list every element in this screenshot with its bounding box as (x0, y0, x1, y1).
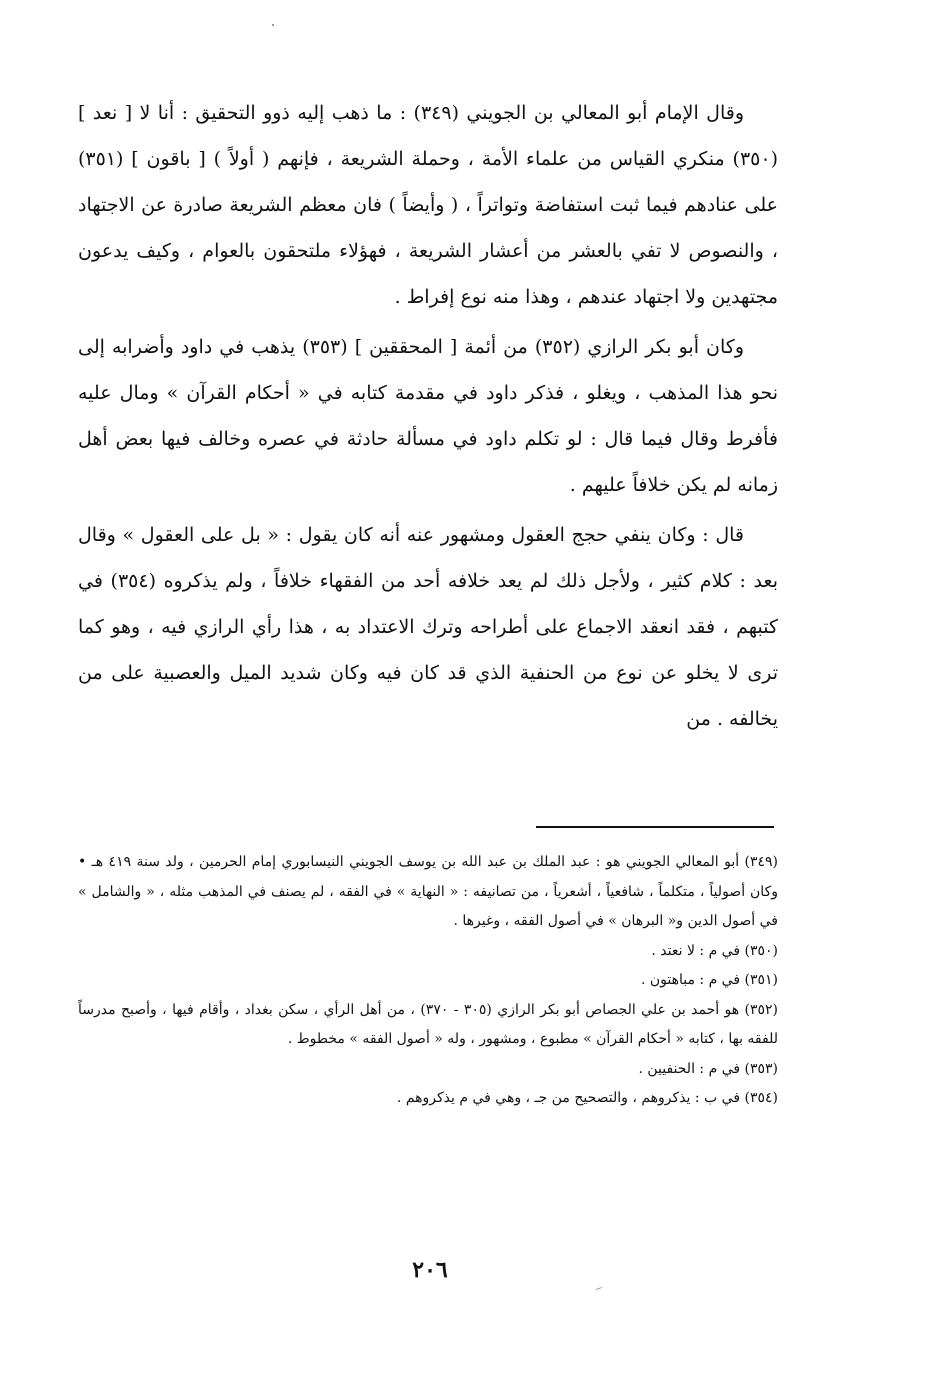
footnote-350: (٣٥٠) في م : لا نعتد . (651, 942, 778, 959)
scan-speck (272, 24, 274, 26)
paragraph-juwayni: وقال الإمام أبو المعالي بن الجويني (٣٤٩) : ما ذهب إليه ذوو التحقيق : أنا لا [ نعد ] (٣٥٠) منكري القياس من علماء الأمة ، وحملة الشريعة ، فإنهم ( أولاً ) [ باقون ] (٣٥١) على عنادهم فيما ثبت استفاضة وتواتراً ، ( وأيضاً ) فان معظم الشريعة صادرة عن الاجتهاد ، والنصوص لا تفي بالعشر من أعشار الشريعة ، فهؤلاء ملتحقون بالعوام ، وكيف يدعون مجتهدين ولا اجتهاد عندهم ، وهذا منه نوع إفراط . (78, 102, 778, 308)
footnote-354: (٣٥٤) في ب : يذكروهم ، والتصحيح من جـ ، وهي في م يذكروهم . (396, 1090, 778, 1106)
footnote-353: (٣٥٣) في م : الحنفيين . (638, 1060, 778, 1077)
main-text (78, 90, 778, 742)
page-number: ٢٠٦ (412, 1257, 448, 1283)
footnotes (78, 848, 778, 1114)
footnote-divider (536, 826, 774, 828)
footnote-352: (٣٥٢) هو أحمد بن علي الجصاص أبو بكر الرازي (٣٠٥ - ٣٧٠) ، من أهل الرأي ، سكن بغداد ، وأقام فيها ، وأصبح مدرساً للفقه بها ، كتابه « أحكام القرآن » مطبوع ، ومشهور ، وله « أصول الفقه » مخطوط . (78, 1001, 778, 1047)
footnote-349: (٣٤٩) أبو المعالي الجويني هو : عبد الملك بن عبد الله بن يوسف الجويني النيسابوري إمام الحرمين ، ولد سنة ٤١٩ هـ • وكان أصولياً ، متكلماً ، شافعياً ، أشعرياً ، من تصانيفه : « النهاية » في الفقه ، لم يصنف في المذهب مثله ، « والشامل » في أصول الدين و« البرهان » في أصول الفقه ، وغيرها . (78, 854, 779, 929)
paragraph-razi: وكان أبو بكر الرازي (٣٥٢) من أئمة [ المحققين ] (٣٥٣) يذهب في داود وأضرابه إلى نحو هذا المذهب ، ويغلو ، فذكر داود في مقدمة كتابه في « أحكام القرآن » ومال عليه فأفرط وقال فيما قال : لو تكلم داود في مسألة حادثة في عصره وخالف فيها بعض أهل زمانه لم يكن خلافاً عليهم . (78, 336, 778, 496)
scan-mark (595, 1287, 603, 1291)
footnote-351: (٣٥١) في م : مباهتون . (640, 972, 778, 988)
paragraph-dawud: قال : وكان ينفي حجج العقول ومشهور عنه أنه كان يقول : « بل على العقول » وقال بعد : كلام كثير ، ولأجل ذلك لم يعد خلافه أحد من الفقهاء خلافاً ، ولم يذكروه (٣٥٤) في كتبهم ، فقد انعقد الاجماع على أطراحه وترك الاعتداد به ، هذا رأي الرازي فيه ، وهو كما ترى لا يخلو عن نوع من الحنفية الذي قد كان فيه وكان شديد الميل والعصبية على من يخالفه . من (78, 524, 778, 730)
